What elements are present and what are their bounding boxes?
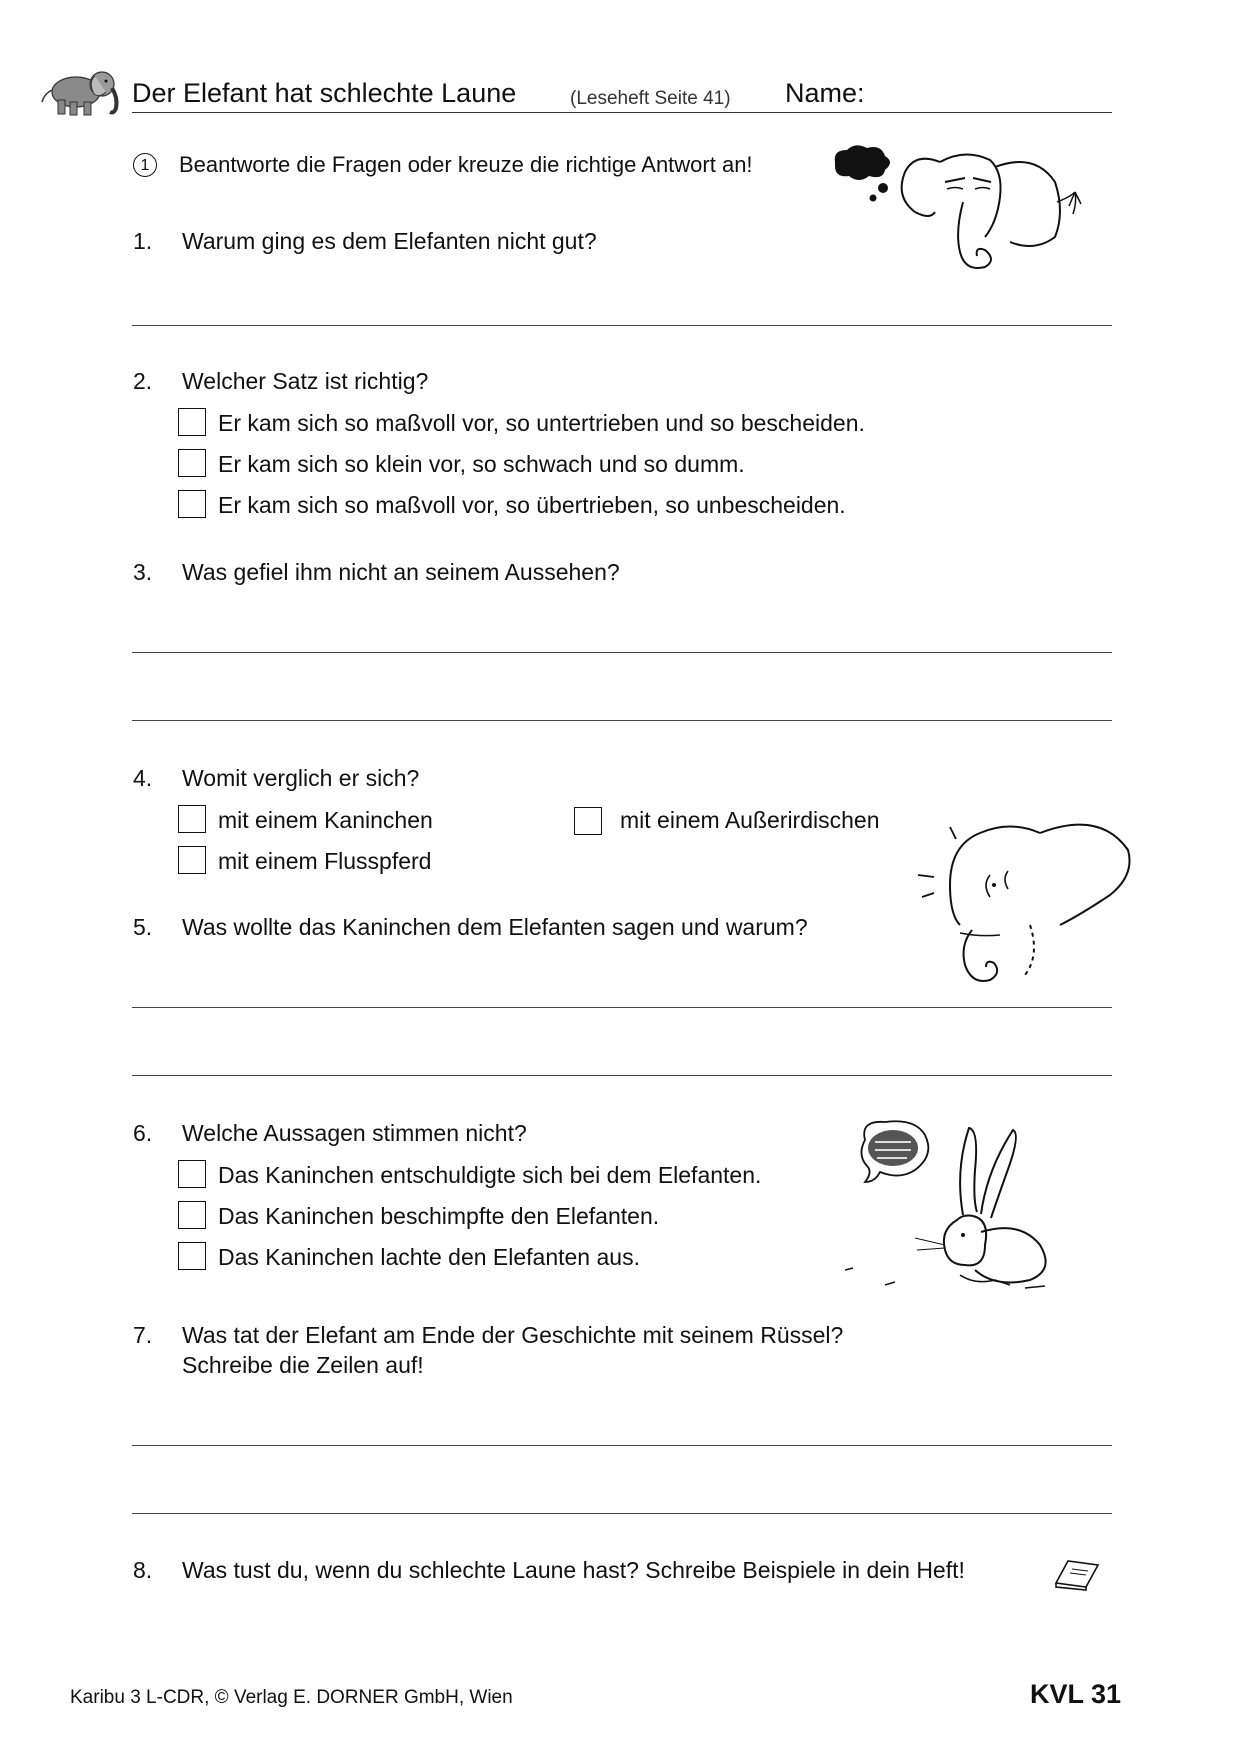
question-4-text: Womit verglich er sich? (182, 765, 420, 791)
q6-option-2-label: Das Kaninchen beschimpfte den Elefanten. (218, 1203, 660, 1229)
question-3-text: Was gefiel ihm nicht an seinem Aussehen? (182, 559, 620, 585)
q6-option-1-label: Das Kaninchen entschuldigte sich bei dem Elefanten. (218, 1162, 762, 1188)
rabbit-icon (845, 1120, 1075, 1295)
checkbox-q6-option-2[interactable] (178, 1201, 206, 1229)
q4-option-ausserirdischen-label: mit einem Außerirdischen (620, 807, 880, 833)
question-5-number: 5. (133, 914, 153, 940)
question-7-number: 7. (133, 1322, 153, 1348)
q4-option-flusspferd-label: mit einem Flusspferd (218, 848, 432, 874)
question-6-number: 6. (133, 1120, 153, 1146)
q2-option-2-label: Er kam sich so klein vor, so schwach und so dumm. (218, 451, 745, 477)
question-2-number: 2. (133, 368, 153, 394)
answer-line-7b[interactable] (132, 1513, 1112, 1514)
surprised-elephant-icon (910, 815, 1135, 995)
question-7-text: Was tat der Elefant am Ende der Geschichte mit seinem Rüssel? (182, 1322, 844, 1348)
question-1-number: 1. (133, 228, 153, 254)
question-6-text: Welche Aussagen stimmen nicht? (182, 1120, 527, 1146)
question-7-text-line-2: Schreibe die Zeilen auf! (182, 1352, 424, 1378)
page-subtitle: (Leseheft Seite 41) (570, 88, 731, 109)
answer-line-5b[interactable] (132, 1075, 1112, 1076)
page-title: Der Elefant hat schlechte Laune (132, 78, 517, 108)
name-label: Name: (785, 78, 865, 108)
footer-page-code: KVL 31 (1030, 1679, 1122, 1709)
q2-option-1-label: Er kam sich so maßvoll vor, so untertrieben und so bescheiden. (218, 410, 865, 436)
notebook-icon (1052, 1555, 1102, 1591)
instruction-text: Beantworte die Fragen oder kreuze die richtige Antwort an! (179, 152, 753, 177)
checkbox-q2-option-3[interactable] (178, 490, 206, 518)
answer-line-5a[interactable] (132, 1007, 1112, 1008)
checkbox-q4-kaninchen[interactable] (178, 805, 206, 833)
q6-option-3-label: Das Kaninchen lachte den Elefanten aus. (218, 1244, 640, 1270)
question-2-text: Welcher Satz ist richtig? (182, 368, 429, 394)
question-1-text: Warum ging es dem Elefanten nicht gut? (182, 228, 597, 254)
question-4-number: 4. (133, 765, 153, 791)
question-8-text: Was tust du, wenn du schlechte Laune hast? Schreibe Beispiele in dein Heft! (182, 1557, 965, 1583)
title-underline (132, 112, 1112, 113)
answer-line-1[interactable] (132, 325, 1112, 326)
task-number-badge: 1 (133, 153, 157, 177)
question-8-number: 8. (133, 1557, 153, 1583)
grumpy-elephant-icon (825, 142, 1095, 277)
footer-copyright: Karibu 3 L-CDR, © Verlag E. DORNER GmbH, Wien (70, 1687, 513, 1708)
answer-line-3a[interactable] (132, 652, 1112, 653)
q2-option-3-label: Er kam sich so maßvoll vor, so übertrieben, so unbescheiden. (218, 492, 846, 518)
question-3-number: 3. (133, 559, 153, 585)
answer-line-3b[interactable] (132, 720, 1112, 721)
question-5-text: Was wollte das Kaninchen dem Elefanten sagen und warum? (182, 914, 808, 940)
checkbox-q6-option-3[interactable] (178, 1242, 206, 1270)
checkbox-q4-flusspferd[interactable] (178, 846, 206, 874)
q4-option-kaninchen-label: mit einem Kaninchen (218, 807, 433, 833)
answer-line-7a[interactable] (132, 1445, 1112, 1446)
elephant-logo-icon (40, 62, 122, 120)
checkbox-q2-option-1[interactable] (178, 408, 206, 436)
checkbox-q2-option-2[interactable] (178, 449, 206, 477)
checkbox-q6-option-1[interactable] (178, 1160, 206, 1188)
checkbox-q4-ausserirdischen[interactable] (574, 807, 602, 835)
